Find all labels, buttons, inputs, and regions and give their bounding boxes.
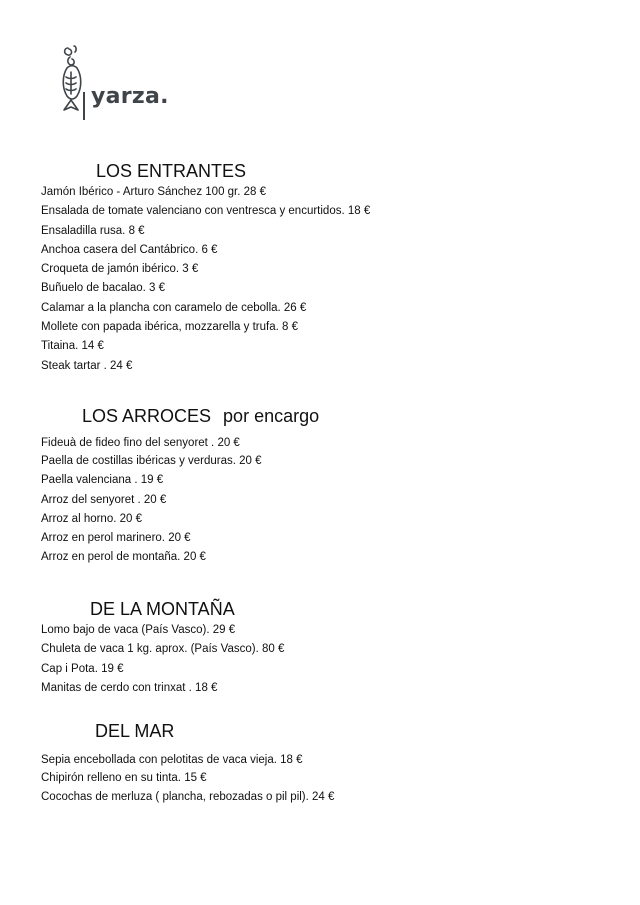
section-title (95, 721, 174, 742)
menu-item: Anchoa casera del Cantábrico. 6 € (41, 243, 218, 256)
section-title (90, 599, 235, 620)
menu-item: Cocochas de merluza ( plancha, rebozadas o pil pil). 24 € (41, 791, 335, 804)
menu-item: Ensaladilla rusa. 8 € (41, 224, 145, 237)
menu-item: Mollete con papada ibérica, mozzarella y trufa. 8 € (41, 321, 298, 334)
menu-list (41, 752, 334, 808)
section-title (82, 406, 319, 427)
menu-list (41, 183, 370, 376)
menu-item: Ensalada de tomate valenciano con ventresca y encurtidos. 18 € (41, 205, 371, 218)
menu-item: Fideuà de fideo fino del senyoret . 20 € (41, 437, 240, 449)
menu-item: Manitas de cerdo con trinxat . 18 € (41, 681, 218, 694)
menu-item: Arroz al horno. 20 € (41, 512, 143, 525)
menu-item: Chuleta de vaca 1 kg. aprox. (País Vasco). 80 € (41, 643, 285, 656)
menu-item: Steak tartar . 24 € (41, 359, 133, 372)
menu-item: Arroz en perol de montaña. 20 € (41, 551, 206, 564)
menu-item: Lomo bajo de vaca (País Vasco). 29 € (41, 624, 236, 636)
logo-divider (83, 92, 85, 120)
menu-item: Arroz del senyoret . 20 € (41, 493, 167, 506)
menu-item: Titaina. 14 € (41, 340, 104, 353)
section-subtitle: por encargo (223, 406, 320, 426)
menu-item: Chipirón relleno en su tinta. 15 € (41, 772, 207, 784)
brand-name: yarza. (91, 84, 169, 109)
menu-item: Sepia encebollada con pelotitas de vaca vieja. 18 € (41, 754, 303, 766)
brand-logo (58, 44, 198, 124)
menu-item: Jamón Ibérico - Arturo Sánchez 100 gr. 28 € (41, 186, 267, 198)
section-title-text: LOS ENTRANTES (96, 161, 247, 181)
menu-item: Arroz en perol marinero. 20 € (41, 532, 191, 545)
menu-item: Paella de costillas ibéricas y verduras. 20 € (41, 455, 262, 467)
menu-item: Paella valenciana . 19 € (41, 474, 164, 487)
menu-item: Buñuelo de bacalao. 3 € (41, 282, 166, 295)
menu-list (41, 435, 262, 568)
section-title-text: LOS ARROCES (82, 406, 212, 426)
section-title-text: DEL MAR (95, 721, 175, 741)
section-title (96, 161, 246, 182)
menu-list (41, 621, 284, 698)
fish-logo-icon (58, 44, 92, 120)
menu-item: Croqueta de jamón ibérico. 3 € (41, 263, 199, 276)
menu-item: Cap i Pota. 19 € (41, 662, 124, 675)
section-title-text: DE LA MONTAÑA (90, 599, 235, 619)
menu-item: Calamar a la plancha con caramelo de cebolla. 26 € (41, 301, 307, 314)
